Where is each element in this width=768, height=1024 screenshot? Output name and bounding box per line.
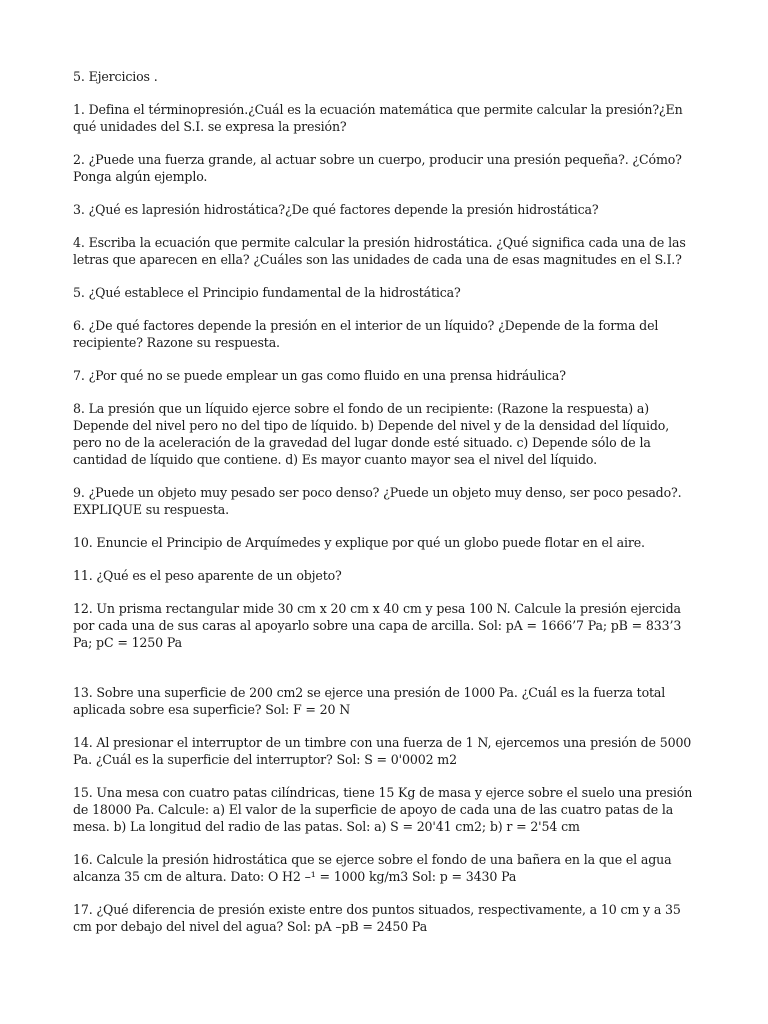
exercise-14: 14. Al presionar el interruptor de un timbre con una fuerza de 1 N, ejercemos una presión de 5000 Pa. ¿Cuál es la superficie del interruptor? Sol: S = 0'0002 m2 [73,735,692,767]
section-heading: 5. Ejercicios . [73,69,158,84]
exercise-12: 12. Un prisma rectangular mide 30 cm x 20 cm x 40 cm y pesa 100 N. Calcule la presión ejercida por cada una de sus caras al apoyarlo sobre una capa de arcilla. Sol: pA = 1666’7 Pa; pB = 833’3 Pa; pC = 1250 Pa [73,601,682,650]
exercise-11: 11. ¿Qué es el peso aparente de un objeto? [73,568,342,583]
exercise-15: 15. Una mesa con cuatro patas cilíndricas, tiene 15 Kg de masa y ejerce sobre el suelo una presión de 18000 Pa. Calcule: a) El valor de la superficie de apoyo de cada una de las cuatro patas de la mesa. b) La longitud del radio de las patas. Sol: a) S = 20'41 cm2; b) r = 2'54 cm [73,785,693,834]
exercise-17: 17. ¿Qué diferencia de presión existe entre dos puntos situados, respectivamente, a 10 cm y a 35 cm por debajo del nivel del agua? Sol: pA –pB = 2450 Pa [73,902,681,934]
document-page [73,68,698,951]
exercise-3: 3. ¿Qué es lapresión hidrostática?¿De qué factores depende la presión hidrostática? [73,202,599,217]
exercise-13: 13. Sobre una superficie de 200 cm2 se ejerce una presión de 1000 Pa. ¿Cuál es la fuerza total aplicada sobre esa superficie? Sol: F = 20 N [73,685,666,717]
exercise-6: 6. ¿De qué factores depende la presión en el interior de un líquido? ¿Depende de la forma del recipiente? Razone su respuesta. [73,318,659,350]
exercise-8: 8. La presión que un líquido ejerce sobre el fondo de un recipiente: (Razone la respuesta) a) Depende del nivel pero no del tipo de líquido. b) Depende del nivel y de la densidad del líquido, pero no de la aceleración de la gravedad del lugar donde esté situado. c) Depende sólo de la cantidad de líquido que contiene. d) Es mayor cuanto mayor sea el nivel del líquido. [73,401,670,467]
exercise-10: 10. Enuncie el Principio de Arquímedes y explique por qué un globo puede flotar en el aire. [73,535,645,550]
exercise-4: 4. Escriba la ecuación que permite calcular la presión hidrostática. ¿Qué significa cada una de las letras que aparecen en ella? ¿Cuáles son las unidades de cada una de esas magnitudes en el S.I.? [73,235,686,267]
exercise-16: 16. Calcule la presión hidrostática que se ejerce sobre el fondo de una bañera en la que el agua alcanza 35 cm de altura. Dato: O H2 –¹ = 1000 kg/m3 Sol: p = 3430 Pa [73,852,672,884]
exercise-5: 5. ¿Qué establece el Principio fundamental de la hidrostática? [73,285,461,300]
exercise-2: 2. ¿Puede una fuerza grande, al actuar sobre un cuerpo, producir una presión pequeña?. ¿Cómo? Ponga algún ejemplo. [73,152,682,184]
exercise-9: 9. ¿Puede un objeto muy pesado ser poco denso? ¿Puede un objeto muy denso, ser poco pesado?. EXPLIQUE su respuesta. [73,485,682,517]
exercise-7: 7. ¿Por qué no se puede emplear un gas como fluido en una prensa hidráulica? [73,368,566,383]
exercise-1: 1. Defina el términopresión.¿Cuál es la ecuación matemática que permite calcular la presión?¿En qué unidades del S.I. se expresa la presión? [73,102,683,134]
